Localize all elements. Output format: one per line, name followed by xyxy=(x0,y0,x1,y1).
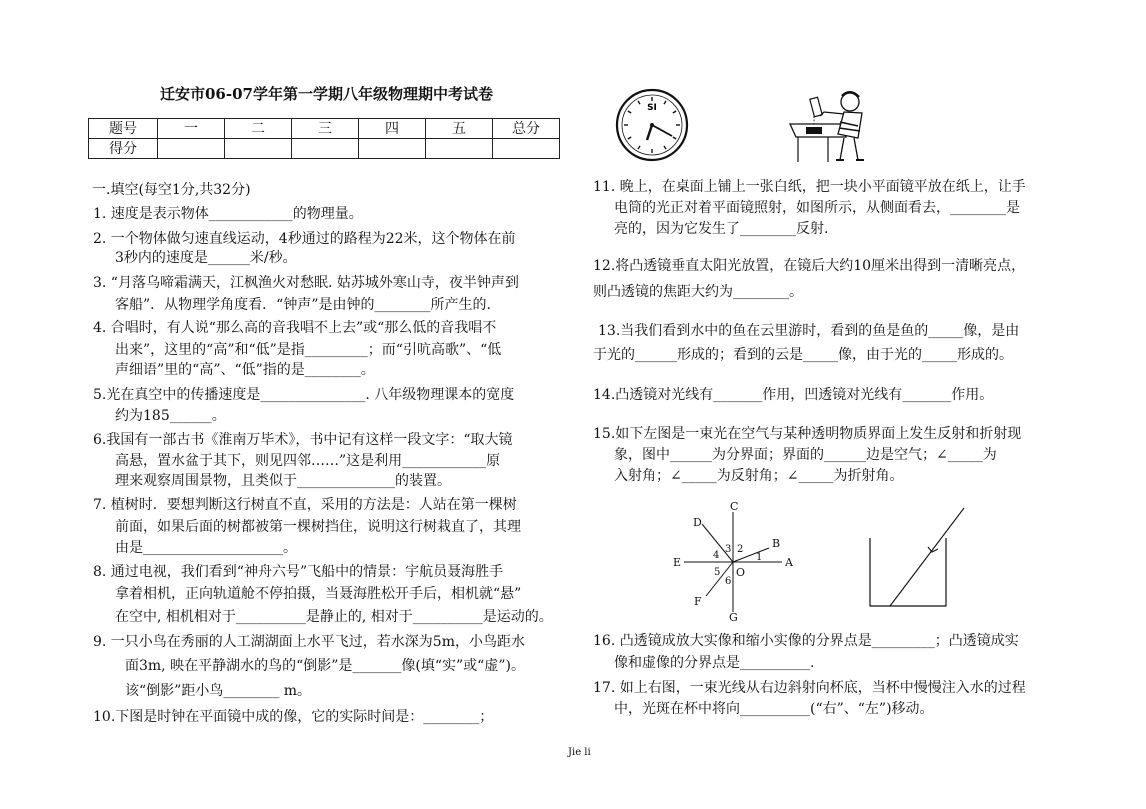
ray-diagram-figure xyxy=(664,498,804,624)
question-line: 10.下图是时钟在平面镜中成的像，它的实际时间是：________； xyxy=(93,709,494,725)
table-cell: 题号 xyxy=(89,119,158,139)
table-cell: 一 xyxy=(158,119,225,139)
question-line: 出来”，这里的“高”和“低”是指_________；而“引吭高歌”、“低 xyxy=(115,342,502,358)
question-line: 9. 一只小鸟在秀丽的人工湖湖面上水平飞过，若水深为5m，小鸟距水 xyxy=(93,634,525,650)
question-line: 高悬，置水盆于其下，则见四邻……”这是利用____________原 xyxy=(115,453,501,469)
question-line: 电筒的光正对着平面镜照射，如图所示，从侧面看去，________是 xyxy=(614,200,1020,216)
question-line: 15.如下左图是一束光在空气与某种透明物质界面上发生反射和折射现 xyxy=(593,426,1022,442)
question-line: 在空中, 相机相对于__________是静止的, 相对于__________是运动的。 xyxy=(115,609,553,625)
score-entry-cell[interactable] xyxy=(426,139,493,159)
question-line: 理来观察周围景物，且类似于______________的装置。 xyxy=(115,473,451,489)
ray-label-C: C xyxy=(730,500,739,513)
section-heading: 一.填空(每空1分,共32分) xyxy=(92,182,251,198)
question-line: 11. 晚上，在桌面上铺上一张白纸，把一块小平面镜平放在纸上，让手 xyxy=(593,179,1026,195)
ray-label-A: A xyxy=(785,556,793,569)
score-entry-cell[interactable] xyxy=(493,139,560,159)
score-table xyxy=(88,118,560,159)
score-entry-cell[interactable] xyxy=(158,139,225,159)
angle-label-2: 2 xyxy=(737,544,744,555)
question-line: 则凸透镜的焦距大约为________。 xyxy=(593,284,803,300)
ray-label-G: G xyxy=(729,611,738,624)
score-entry-cell[interactable] xyxy=(225,139,292,159)
question-line: 3. “月落乌啼霜满天，江枫渔火对愁眠. 姑苏城外寒山寺，夜半钟声到 xyxy=(93,275,519,291)
question-line: 5.光在真空中的传播速度是_______________. 八年级物理课本的宽度 xyxy=(93,387,515,403)
question-line: 17. 如上右图，一束光线从右边斜射向杯底，当杯中慢慢注入水的过程 xyxy=(593,680,1026,696)
table-cell: 二 xyxy=(225,119,292,139)
page-title: 迁安市06-07学年第一学期八年级物理期中考试卷 xyxy=(160,85,493,103)
question-line: 2. 一个物体做匀速直线运动，4秒通过的路程为22米，这个物体在前 xyxy=(93,231,516,247)
ray-label-E: E xyxy=(673,556,682,569)
question-line: 由是____________________。 xyxy=(115,540,297,556)
question-line: 6.我国有一部古书《淮南万毕术》，书中记有这样一段文字：“取大镜 xyxy=(93,432,513,448)
question-line: 7. 植树时．要想判断这行树直不直，采用的方法是：人站在第一棵树 xyxy=(93,497,517,513)
question-line: 客船”．从物理学角度看．“钟声”是由钟的________所产生的. xyxy=(115,297,491,313)
question-line: 约为185______。 xyxy=(115,408,226,424)
table-cell: 四 xyxy=(359,119,426,139)
question-line: 12.将凸透镜垂直太阳光放置，在镜后大约10厘米出得到一清晰亮点， xyxy=(593,258,1026,274)
angle-label-5: 5 xyxy=(714,567,721,578)
question-line: 于光的______形成的；看到的云是_____像，由于光的_____形成的。 xyxy=(593,347,1013,363)
table-row xyxy=(89,139,560,159)
flashlight-mirror-figure xyxy=(784,82,876,164)
table-cell: 得分 xyxy=(89,139,158,159)
question-line: 面3m, 映在平静湖水的鸟的“倒影”是_______像(填“实”或“虚”)。 xyxy=(125,658,525,674)
question-line: 1. 速度是表示物体____________的物理量。 xyxy=(93,206,363,222)
table-cell: 三 xyxy=(292,119,359,139)
question-line: 中，光斑在杯中将向__________(“右”、“左”)移动。 xyxy=(614,701,934,717)
clock-mirror-figure xyxy=(614,87,690,163)
question-line: 拿着相机，正向轨道舱不停拍摄，当聂海胜松开手后，相机就“悬” xyxy=(115,586,522,602)
question-line: 14.凸透镜对光线有_______作用，凹透镜对光线有_______作用。 xyxy=(593,387,994,403)
question-line: 4. 合唱时，有人说“那么高的音我唱不上去”或“那么低的音我唱不 xyxy=(93,320,497,336)
ray-label-B: B xyxy=(772,537,781,550)
cup-light-figure xyxy=(864,502,970,610)
table-row xyxy=(89,119,560,139)
question-line: 13.当我们看到水中的鱼在云里游时，看到的鱼是鱼的_____像，是由 xyxy=(598,323,1020,339)
question-line: 入射角；∠_____为反射角；∠_____为折射角。 xyxy=(614,468,904,484)
question-line: 该“倒影”距小鸟________ m。 xyxy=(125,683,312,699)
question-line: 亮的，因为它发生了________反射. xyxy=(614,221,829,237)
page-footer: Jie li xyxy=(568,747,591,758)
clock-mark-label: SI xyxy=(647,103,657,113)
question-line: 3秒内的速度是______米/秒。 xyxy=(115,250,297,266)
question-line: 8. 通过电视，我们看到“神舟六号”飞船中的情景：宇航员聂海胜手 xyxy=(93,564,504,580)
ray-label-F: F xyxy=(694,595,702,608)
question-line: 声细语”里的“高”、“低”指的是________。 xyxy=(115,362,375,378)
question-line: 16. 凸透镜成放大实像和缩小实像的分界点是_________；凸透镜成实 xyxy=(593,633,1019,649)
angle-label-1: 1 xyxy=(756,552,763,563)
question-line: 象，图中______为分界面；界面的______边是空气；∠_____为 xyxy=(614,447,997,463)
angle-label-6: 6 xyxy=(725,576,732,587)
ray-label-O: O xyxy=(736,566,746,579)
table-cell: 总分 xyxy=(493,119,560,139)
table-cell: 五 xyxy=(426,119,493,139)
question-line: 像和虚像的分界点是__________. xyxy=(614,655,815,671)
angle-label-3: 3 xyxy=(725,544,732,555)
score-entry-cell[interactable] xyxy=(292,139,359,159)
angle-label-4: 4 xyxy=(713,550,720,561)
ray-label-D: D xyxy=(693,516,702,529)
score-entry-cell[interactable] xyxy=(359,139,426,159)
question-line: 前面，如果后面的树都被第一棵树挡住，说明这行树栽直了，其理 xyxy=(115,519,521,535)
